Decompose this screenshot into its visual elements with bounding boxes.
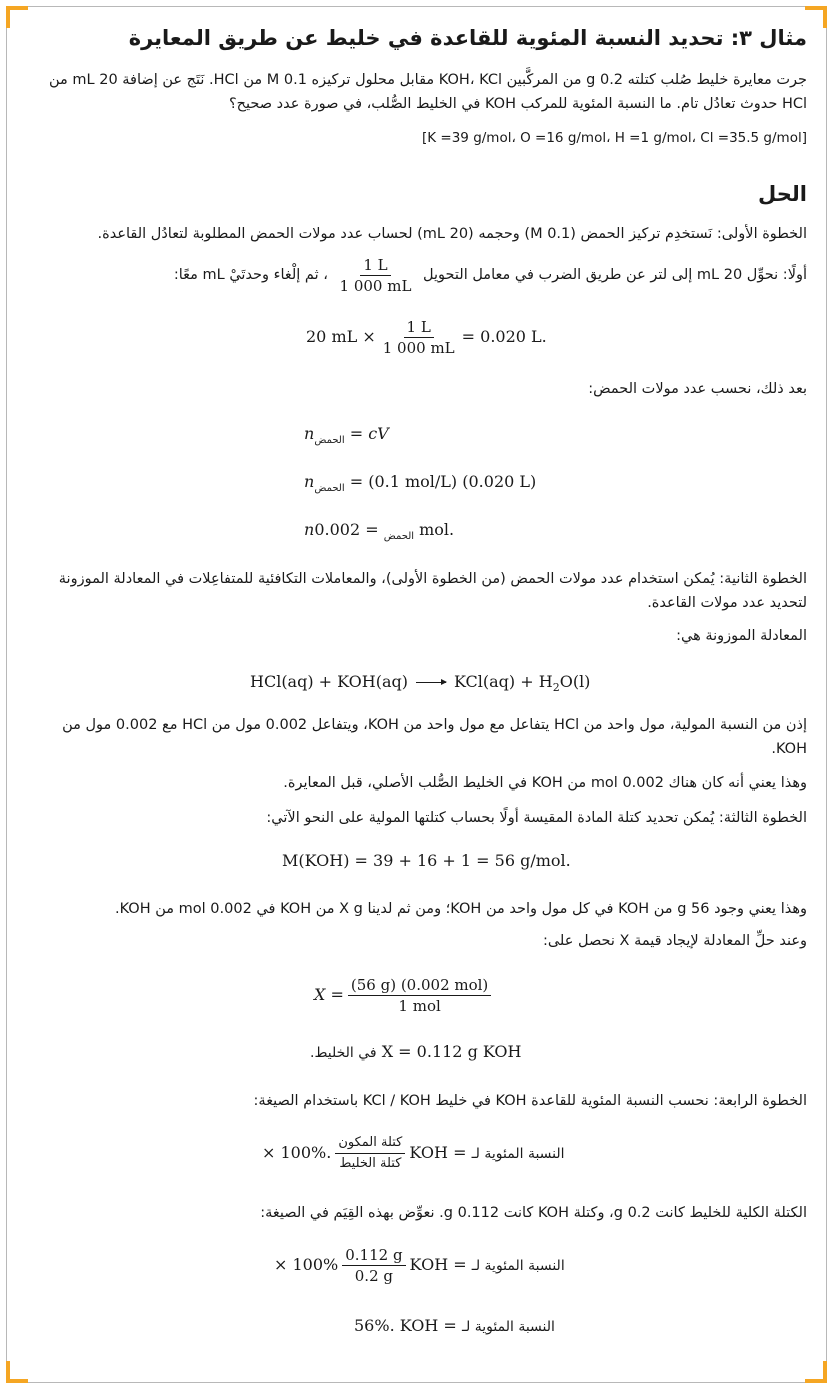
substitution-equation	[274, 1246, 565, 1285]
x-result-value: X = 0.112 g KOH	[381, 1042, 522, 1061]
formula-tail: × 100%.	[262, 1143, 332, 1162]
substitution-tail: × 100%	[274, 1255, 339, 1274]
n-subscript: الحمض	[314, 483, 345, 494]
moles-intro: بعد ذلك، نحسب عدد مولات الحمض:	[588, 381, 807, 397]
final-value: 56%.	[354, 1316, 395, 1335]
corner-accent-bottom-right	[805, 1361, 827, 1383]
products-tail: O(l)	[559, 672, 591, 691]
formula-label: النسبة المئوية لـ	[471, 1146, 565, 1162]
conversion-numerator: 1 L	[360, 256, 390, 276]
mole-ratio-text: إذن من النسبة المولية، مول واحد من HCl يتفاعل مع مول واحد من KOH، ويتفاعل 0.002 مول من HCl مع 0.002 مول من KOH.	[62, 717, 807, 757]
n-symbol: n	[304, 520, 315, 539]
x-fraction	[348, 976, 491, 1015]
formula-denominator: كتلة الخليط	[339, 1156, 402, 1171]
formula-fraction	[335, 1134, 405, 1173]
conversion-right: = 0.020 L.	[461, 327, 547, 346]
atomic-masses: [K =39 g/mol، O =16 g/mol، H =1 g/mol، Cl =35.5 g/mol]	[421, 130, 807, 146]
substitution-denominator: 0.2 g	[354, 1267, 393, 1285]
formula-koh: KOH =	[409, 1143, 467, 1162]
n-symbol: n	[304, 424, 315, 443]
step3-solve-text: وعند حلِّ المعادلة لإيجاد قيمة X نحصل على:	[542, 933, 807, 949]
solution-heading: الحل	[758, 182, 807, 206]
moles-equation-3	[304, 520, 454, 542]
substitution-fraction	[342, 1246, 405, 1285]
conversion-denominator: 1 000 mL	[339, 276, 412, 295]
water-subscript: 2	[552, 681, 560, 695]
percent-formula	[262, 1134, 565, 1173]
n-subscript: الحمض	[383, 531, 415, 542]
conversion-equation-fraction	[380, 318, 458, 357]
n-symbol: n	[304, 472, 315, 491]
substitution-numerator: 0.112 g	[342, 1246, 405, 1266]
n-eq3-rhs: = 0.002 mol.	[314, 520, 455, 539]
final-koh: KOH =	[399, 1316, 457, 1335]
x-result-arabic: في الخليط.	[310, 1045, 377, 1061]
step2-text: الخطوة الثانية: يُمكن استخدام عدد مولات الحمض (من الخطوة الأولى)، والمعاملات التكافئية للمتفاعِلات في المعادلة الموزونة لتحديد عدد مولات القاعدة.	[58, 571, 807, 611]
masses-text: الكتلة الكلية للخليط كانت 0.2 g، وكتلة KOH كانت 0.112 g. نعوِّض بهذه القِيَم في الصيغة:	[260, 1205, 807, 1221]
substitution-label: النسبة المئوية لـ	[471, 1258, 565, 1274]
step3-meaning: وهذا يعني وجود 56 g من KOH في كل مول واحد من KOH؛ ومن ثم لدينا X g من KOH في 0.002 mol من KOH.	[114, 901, 807, 917]
x-left: X =	[314, 985, 344, 1004]
n-eq1-rhs: = cV	[349, 424, 389, 443]
step4-text: الخطوة الرابعة: نحسب النسبة المئوية للقاعدة KOH في خليط KCl / KOH باستخدام الصيغة:	[253, 1093, 807, 1109]
conversion-eq-numerator: 1 L	[404, 318, 434, 338]
corner-accent-top-right	[805, 6, 827, 28]
step3-text: الخطوة الثالثة: يُمكن تحديد كتلة المادة المقيسة أولًا بحساب كتلتها المولية على النحو الآتي:	[266, 810, 807, 826]
convert-after: ، ثم إلْغاء وحدتَيْ mL معًا:	[173, 267, 328, 283]
balanced-intro: المعادلة الموزونة هي:	[676, 628, 807, 644]
molar-mass-equation: M(KOH) = 39 + 16 + 1 = 56 g/mol.	[282, 851, 571, 870]
problem-text: جرت معايرة خليط صُلب كتلته 0.2 g من المركَّبين KOH، KCl مقابل محلول تركيزه 0.1 M من HCl. نَتَج عن إضافة 20 mL من HCl حدوث تعادُل تام. ما النسبة المئوية للمركب KOH في الخليط الصُّلب، في صورة عدد صحيح؟	[48, 72, 807, 112]
x-equation	[314, 976, 495, 1015]
corner-accent-bottom-left	[6, 1361, 28, 1383]
step2-meaning: وهذا يعني أنه كان هناك 0.002 mol من KOH في الخليط الصُّلب الأصلي، قبل المعايرة.	[283, 775, 807, 791]
formula-numerator: كتلة المكون	[335, 1134, 405, 1154]
step1-convert-text	[26, 255, 807, 295]
balanced-equation	[250, 672, 590, 694]
step1-text: الخطوة الأولى: نَستخدِم تركيز الحمض (0.1 M) وحجمه (20 mL) لحساب عدد مولات الحمض المطلوبة لتعادُل القاعدة.	[97, 226, 807, 242]
n-subscript: الحمض	[314, 435, 345, 446]
x-numerator: (56 g) (0.002 mol)	[348, 976, 491, 996]
example-title: مثال ٣: تحديد النسبة المئوية للقاعدة في خليط عن طريق المعايرة	[128, 26, 807, 50]
convert-before: أولًا: نحوِّل 20 mL إلى لتر عن طريق الضرب في معامل التحويل	[423, 267, 807, 283]
conversion-eq-denominator: 1 000 mL	[382, 339, 455, 357]
x-denominator: 1 mol	[398, 997, 441, 1015]
products: KCl(aq) + H	[454, 672, 553, 691]
reaction-arrow-icon	[416, 682, 446, 683]
x-result	[310, 1042, 521, 1061]
conversion-factor-fraction	[337, 256, 415, 295]
n-eq2-rhs: = (0.1 mol/L) (0.020 L)	[349, 472, 537, 491]
content-frame	[6, 6, 827, 1383]
moles-equation-1	[304, 424, 389, 446]
conversion-equation	[306, 318, 547, 357]
moles-equation-2	[304, 472, 536, 494]
substitution-koh: KOH =	[409, 1255, 467, 1274]
reactants: HCl(aq) + KOH(aq)	[250, 672, 409, 691]
final-result	[354, 1316, 555, 1335]
corner-accent-top-left	[6, 6, 28, 28]
conversion-left: 20 mL ×	[306, 327, 376, 346]
final-label: النسبة المئوية لـ	[461, 1319, 555, 1335]
